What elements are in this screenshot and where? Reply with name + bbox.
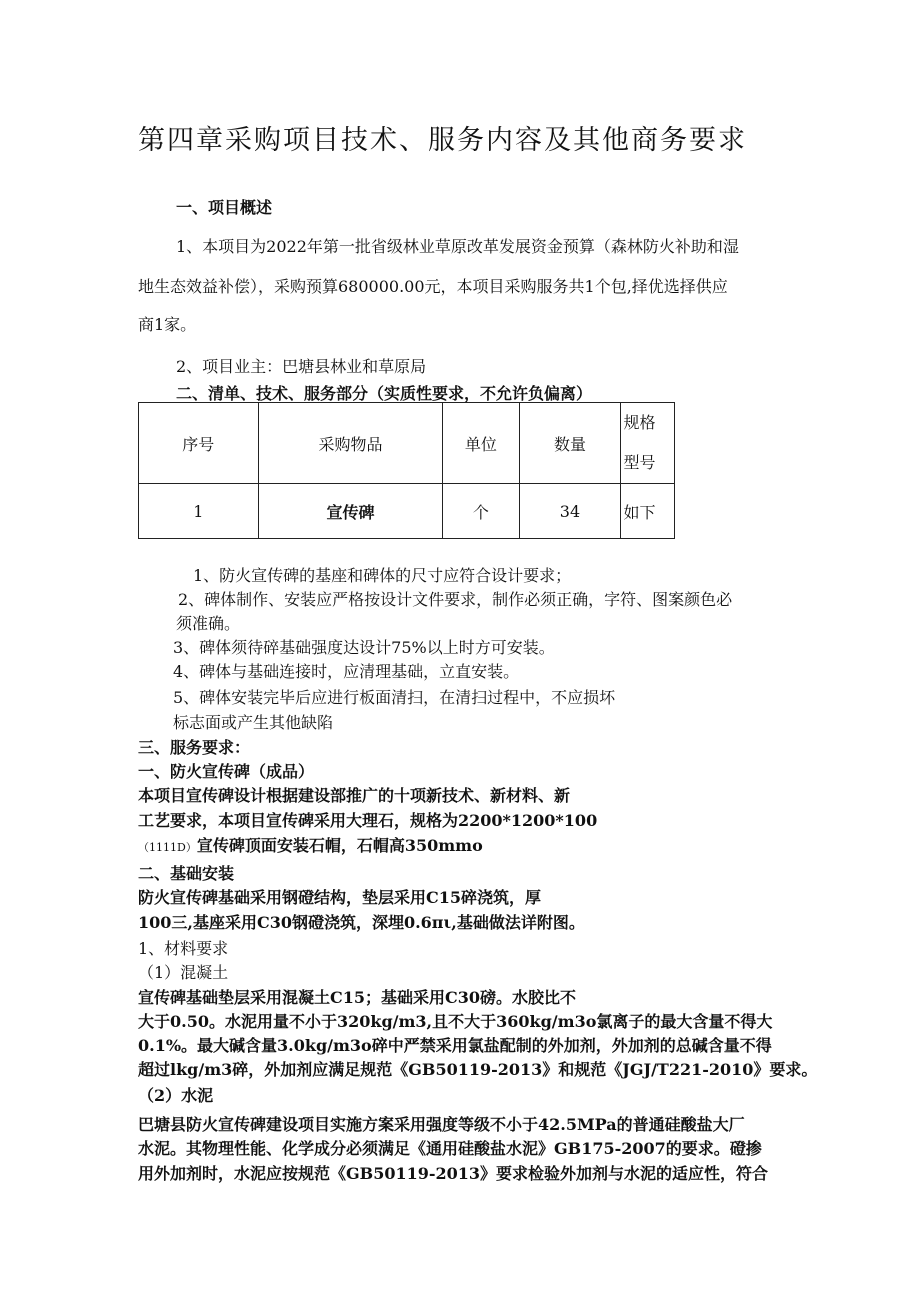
list-heading: 二、清单、技术、服务部分（实质性要求，不允许负偏离） xyxy=(176,384,593,403)
service-sub1-line2: 工艺要求，本项目宣传碑采用大理石，规格为2200*1200*100 xyxy=(138,811,598,830)
th-spec-line1: 规格 xyxy=(623,413,656,432)
list-item: 2、碑体制作、安装应严格按设计文件要求，制作必须正确，字符、图案颜色必 xyxy=(178,590,733,609)
overview-p1-line3: 商1家。 xyxy=(138,315,197,334)
list-item: 4、碑体与基础连接时，应清理基础，立直安装。 xyxy=(173,662,520,681)
service-sub2-line2: 100三,基座采用C30钢磴浇筑，深埋0.6πι,基础做法详附图。 xyxy=(138,913,585,932)
materials-heading: 1、材料要求 xyxy=(138,939,229,958)
list-item: 3、碑体须待碎基础强度达设计75%以上时方可安装。 xyxy=(173,638,555,657)
service-sub1-line1: 本项目宣传碑设计根据建设部推广的十项新技术、新材料、新 xyxy=(138,786,571,805)
th-item: 采购物品 xyxy=(258,403,443,484)
overview-p1-line1: 1、本项目为2022年第一批省级林业草原改革发展资金预算（森林防火补助和湿 xyxy=(176,237,739,256)
cement-heading: （2）水泥 xyxy=(138,1086,214,1105)
th-no: 序号 xyxy=(139,403,259,484)
cell-item: 宣传碑 xyxy=(258,484,443,539)
concrete-heading: （1）混凝土 xyxy=(138,963,229,982)
list-item: 5、碑体安装完毕后应进行板面清扫，在清扫过程中，不应损坏 xyxy=(173,688,616,707)
cell-spec: 如下 xyxy=(621,484,675,539)
list-item: 须准确。 xyxy=(176,614,241,633)
list-item: 标志面或产生其他缺陷 xyxy=(173,713,334,732)
overview-p2: 2、项目业主：巴塘县林业和草原局 xyxy=(176,357,427,376)
cement-line1: 巴塘县防火宣传碑建设项目实施方案采用强度等级不小于42.5MPa的普通硅酸盐大厂 xyxy=(138,1115,745,1134)
th-unit: 单位 xyxy=(443,403,519,484)
concrete-line4: 超过lkg∕m3碎，外加剂应满足规范《GB50119-2013》和规范《JGJ/T221-2010》要求。 xyxy=(138,1060,818,1079)
overview-p1-line2: 地生态效益补偿），采购预算680000.00元，本项目采购服务共1个包,择优选择供应 xyxy=(138,277,728,296)
th-qty: 数量 xyxy=(519,403,621,484)
service-heading: 三、服务要求： xyxy=(138,738,251,757)
service-sub2-line1: 防火宣传碑基础采用钢磴结构，垫层采用C15碎浇筑，厚 xyxy=(138,888,542,907)
th-spec-line2: 型号 xyxy=(623,453,656,472)
service-sub1: 一、防火宣传碑（成品） xyxy=(138,762,315,781)
sub1-line3-text: 宣传碑顶面安装石帽，石帽高350mmo xyxy=(196,836,483,855)
procurement-table xyxy=(138,402,675,539)
page-title: 第四章采购项目技术、服务内容及其他商务要求 xyxy=(138,125,747,156)
cell-qty: 34 xyxy=(519,484,621,539)
service-sub2: 二、基础安装 xyxy=(138,864,235,883)
overview-heading: 一、项目概述 xyxy=(176,198,273,217)
cell-no: 1 xyxy=(139,484,259,539)
cell-unit: 个 xyxy=(443,484,519,539)
concrete-line3: 0.1%。最大碱含量3.0kg∕m3o碎中严禁采用氯盐配制的外加剂，外加剂的总碱含量不得 xyxy=(138,1036,772,1055)
th-spec xyxy=(621,403,675,484)
service-sub1-line3 xyxy=(138,833,483,856)
list-item: 1、防火宣传碑的基座和碑体的尺寸应符合设计要求； xyxy=(193,566,572,585)
concrete-line1: 宣传碑基础垫层采用混凝土C15；基础采用C30磅。水胶比不 xyxy=(138,988,577,1007)
cement-line2: 水泥。其物理性能、化学成分必须满足《通用硅酸盐水泥》GB175-2007的要求。磴掺 xyxy=(138,1139,762,1158)
cement-line3: 用外加剂时，水泥应按规范《GB50119-2013》要求检验外加剂与水泥的适应性，符合 xyxy=(138,1164,769,1183)
sub1-line3-prefix: （1111D） xyxy=(138,841,197,854)
table-header-row xyxy=(139,403,675,484)
table-row xyxy=(139,484,675,539)
concrete-line2: 大于0.50。水泥用量不小于320kg∕m3,且不大于360kg∕m3o氯离子的最大含量不得大 xyxy=(138,1012,773,1031)
